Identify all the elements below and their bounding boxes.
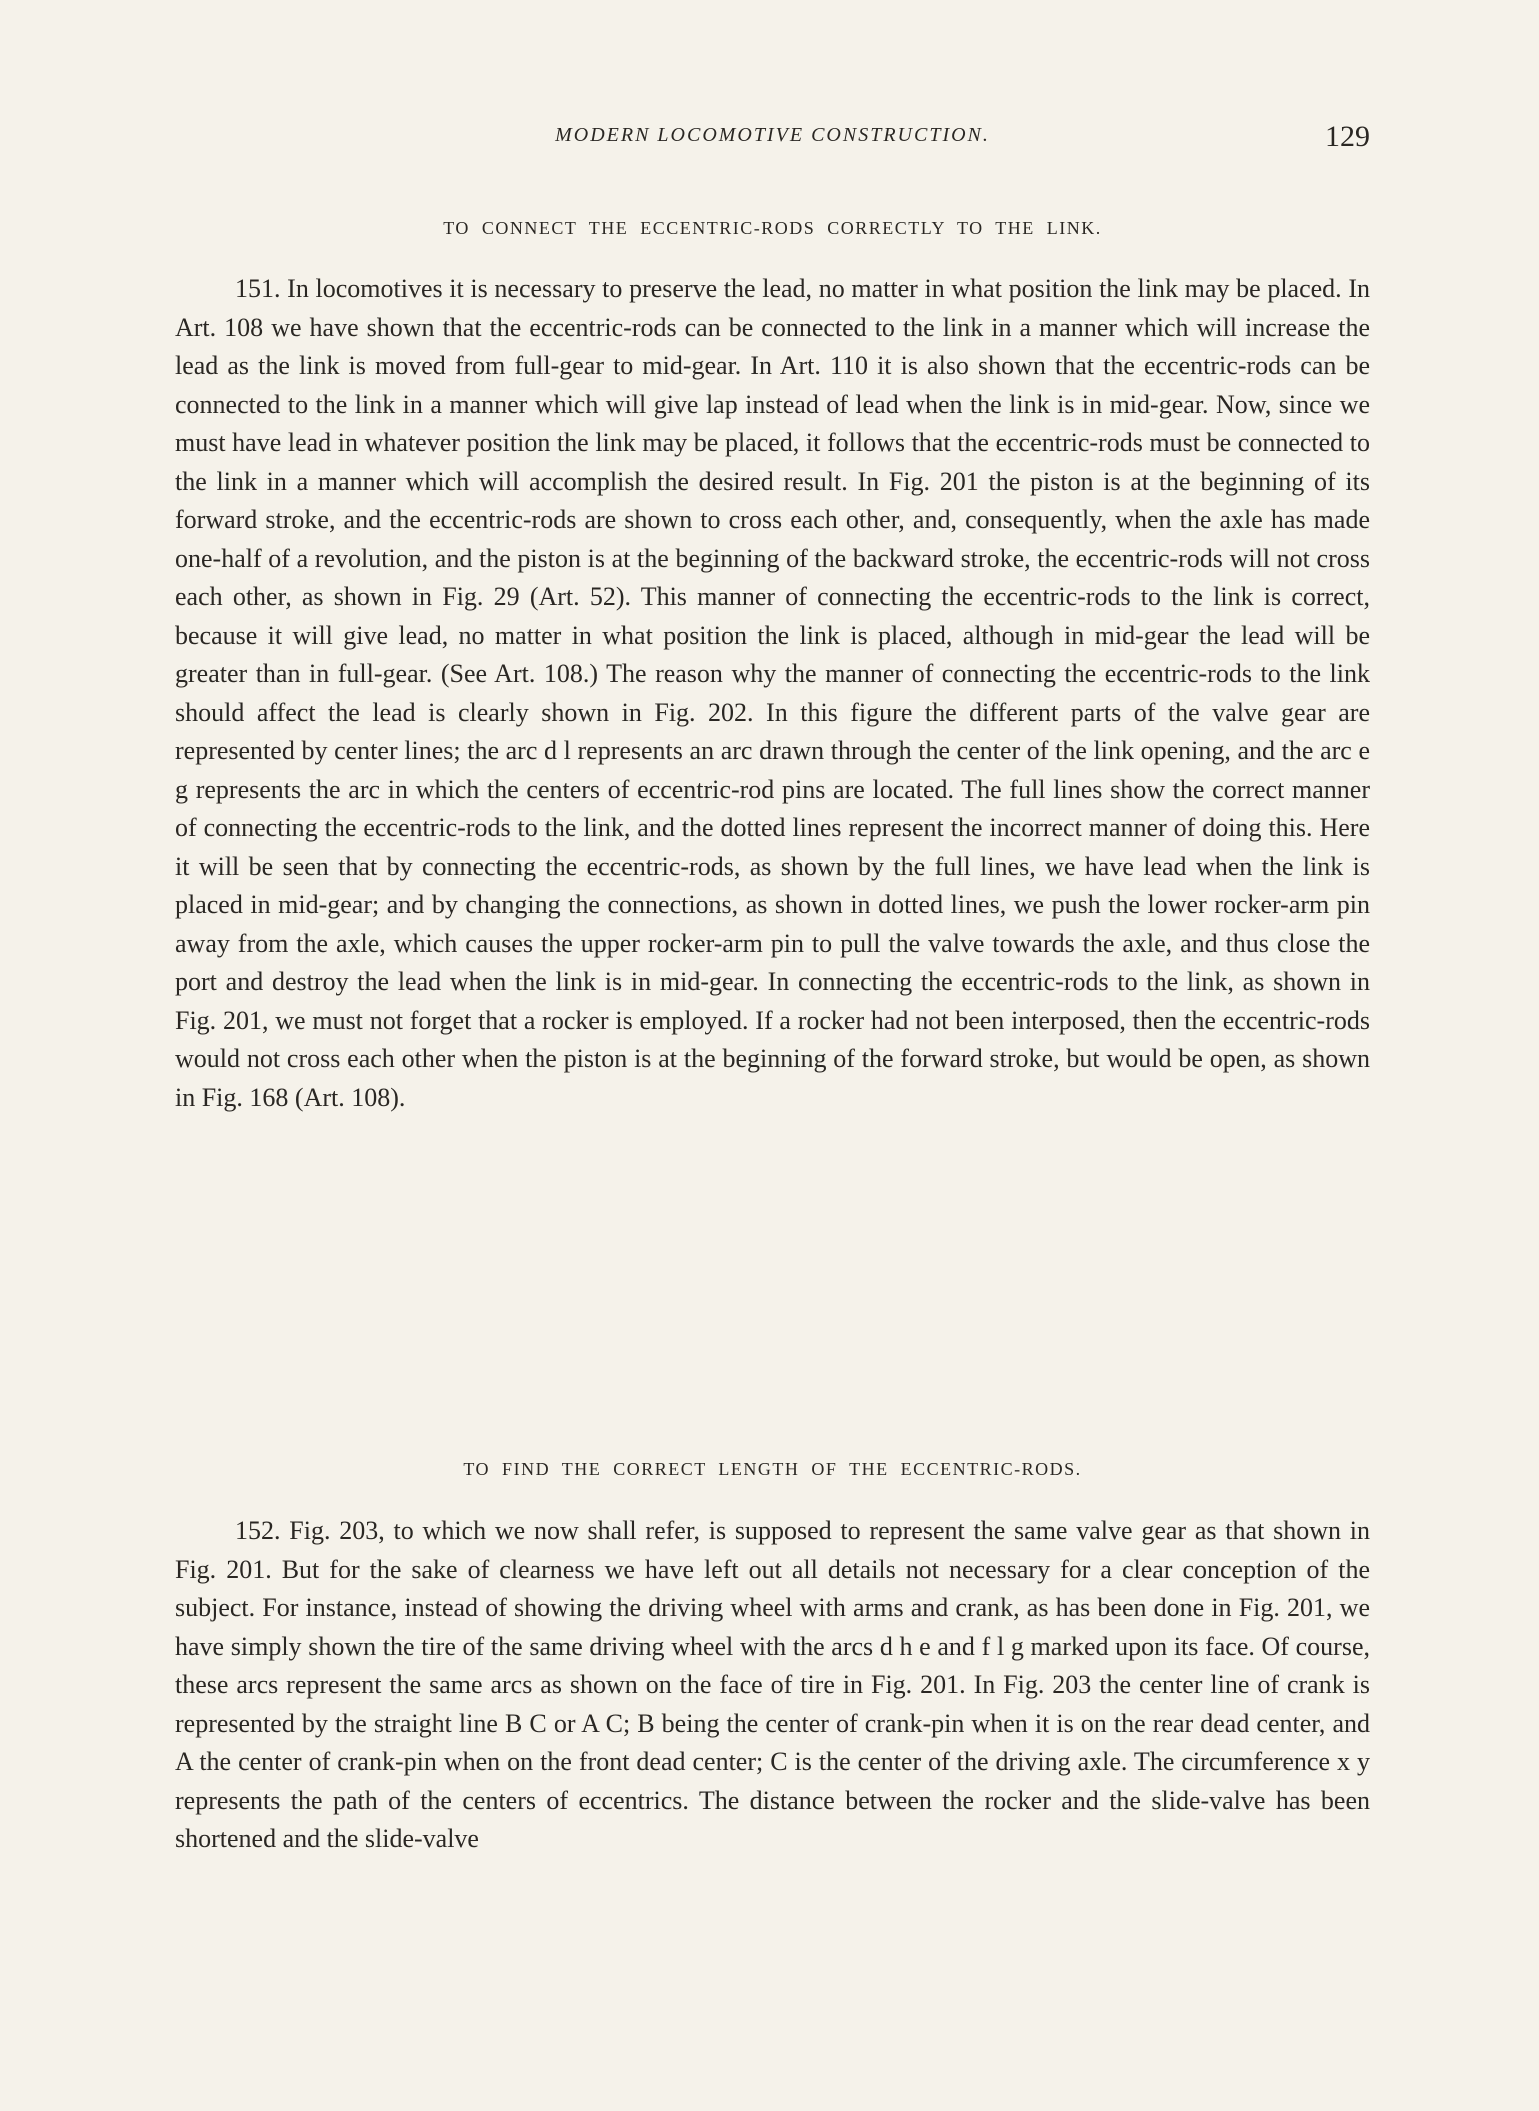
running-title: MODERN LOCOMOTIVE CONSTRUCTION. bbox=[555, 124, 990, 146]
paragraph-152: 152. Fig. 203, to which we now shall refer, is supposed to represent the same valve gear as that shown in Fig. 201. But for the sake of clearness we have left out all details not necessary for a clear conception of the subject. For instance, instead of showing the driving wheel with arms and crank, as has been done in Fig. 201, we have simply shown the tire of the same driving wheel with the arcs d h e and f l g marked upon its face. Of course, these arcs represent the same arcs as shown on the face of tire in Fig. 201. In Fig. 203 the center line of crank is represented by the straight line B C or A C; B being the center of crank-pin when it is on the rear dead center, and A the center of crank-pin when on the front dead center; C is the center of the driving axle. The circumference x y represents the path of the centers of eccentrics. The distance between the rocker and the slide-valve has been shortened and the slide-valve bbox=[175, 1516, 1370, 1853]
section-heading-eccentric-rods-length: TO FIND THE CORRECT LENGTH OF THE ECCENTRIC-RODS. bbox=[463, 1459, 1082, 1479]
paragraph-151: 151. In locomotives it is necessary to preserve the lead, no matter in what position the link may be placed. In Art. 108 we have shown that the eccentric-rods can be connected to the link in a manner which will increase the lead as the link is moved from full-gear to mid-gear. In Art. 110 it is also shown that the eccentric-rods can be connected to the link in a manner which will give lap instead of lead when the link is in mid-gear. Now, since we must have lead in whatever position the link may be placed, it follows that the eccentric-rods must be connected to the link in a manner which will accomplish the desired result. In Fig. 201 the piston is at the beginning of its forward stroke, and the eccentric-rods are shown to cross each other, and, consequently, when the axle has made one-half of a revolution, and the piston is at the beginning of the backward stroke, the eccentric-rods will not cross each other, as shown in Fig. 29 (Art. 52). This manner of connecting the eccentric-rods to the link is correct, because it will give lead, no matter in what position the link is placed, although in mid-gear the lead will be greater than in full-gear. (See Art. 108.) The reason why the manner of connecting the eccentric-rods to the link should affect the lead is clearly shown in Fig. 202. In this figure the different parts of the valve gear are represented by center lines; the arc d l represents an arc drawn through the center of the link opening, and the arc e g represents the arc in which the centers of eccentric-rod pins are located. The full lines show the correct manner of connecting the eccentric-rods to the link, and the dotted lines represent the incorrect manner of doing this. Here it will be seen that by connecting the eccentric-rods, as shown by the full lines, we have lead when the link is placed in mid-gear; and by changing the connections, as shown in dotted lines, we push the lower rocker-arm pin away from the axle, which causes the upper rocker-arm pin to pull the valve towards the axle, and thus close the port and destroy the lead when the link is in mid-gear. In connecting the eccentric-rods to the link, as shown in Fig. 201, we must not forget that a rocker is employed. If a rocker had not been interposed, then the eccentric-rods would not cross each other when the piston is at the beginning of the forward stroke, but would be open, as shown in Fig. 168 (Art. 108). bbox=[175, 274, 1370, 1112]
section-heading-eccentric-rods-connection: TO CONNECT THE ECCENTRIC-RODS CORRECTLY TO THE LINK. bbox=[443, 218, 1102, 238]
running-head bbox=[175, 120, 1370, 160]
page-number: 129 bbox=[1325, 120, 1370, 153]
